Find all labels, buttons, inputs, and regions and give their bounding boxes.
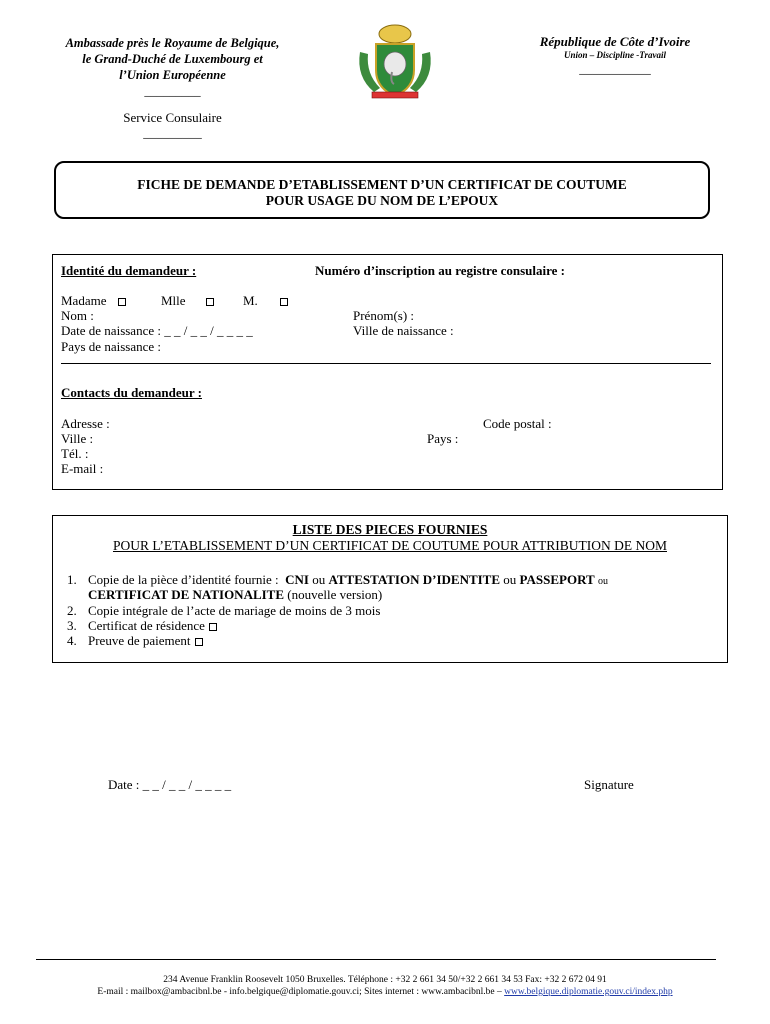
footer-website-link[interactable]: www.belgique.diplomatie.gouv.ci/index.php [504, 987, 673, 997]
contacts-heading: Contacts du demandeur : [61, 385, 202, 400]
dob-field[interactable]: Date de naissance : _ _ / _ _ / _ _ _ _ [61, 323, 253, 338]
item-4-number: 4. [67, 633, 77, 648]
city-field[interactable]: Ville : [61, 431, 94, 446]
republic-header [505, 34, 725, 77]
embassy-rule: _________ [144, 84, 201, 98]
item-2-text: Copie intégrale de l’acte de mariage de moins de 3 mois [88, 603, 381, 618]
item-3-checkbox[interactable] [209, 623, 217, 631]
footer-emails: E-mail : mailbox@ambacibnl.be - info.belgique@diplomatie.gouv.ci; Sites internet : www.ambacibnl.be – [97, 987, 502, 997]
item-1-line-2 [88, 587, 382, 602]
form-title-box [54, 161, 710, 219]
service-label: Service Consulaire [123, 110, 222, 125]
footer-address: 234 Avenue Franklin Roosevelt 1050 Bruxelles. Téléphone : +32 2 661 34 50/+32 2 661 34 53 Fax: +32 2 672 04 91 [163, 975, 607, 985]
footer-divider [36, 959, 716, 960]
mlle-label: Mlle [161, 293, 186, 308]
item-3-text: Certificat de résidence [88, 618, 205, 633]
item-2-number: 2. [67, 603, 77, 618]
item-4-checkbox[interactable] [195, 638, 203, 646]
embassy-line-1: Ambassade près le Royaume de Belgique, [65, 36, 280, 50]
documents-heading-2: POUR L’ETABLISSEMENT D’UN CERTIFICAT DE COUTUME POUR ATTRIBUTION DE NOM [112, 538, 667, 553]
item-1-cni: CNI [285, 572, 309, 587]
date-field[interactable]: Date : _ _ / _ _ / _ _ _ _ [108, 777, 232, 792]
country-field[interactable]: Pays : [427, 431, 459, 446]
madame-box[interactable] [118, 298, 126, 306]
address-field[interactable]: Adresse : [61, 416, 110, 431]
item-4-line[interactable] [88, 633, 203, 648]
prenom-field[interactable]: Prénom(s) : [353, 308, 415, 323]
documents-heading-1: LISTE DES PIECES FOURNIES [292, 522, 488, 537]
item-3-line[interactable] [88, 618, 217, 633]
mlle-box[interactable] [206, 298, 214, 306]
postal-code-field[interactable]: Code postal : [483, 416, 552, 431]
form-title-line-2: POUR USAGE DU NOM DE L’EPOUX [265, 193, 499, 208]
checkbox-madame[interactable] [61, 293, 126, 308]
nom-field[interactable]: Nom : [61, 308, 94, 323]
embassy-line-3: l’Union Européenne [119, 68, 226, 82]
item-1-or-1: ou [312, 572, 326, 587]
documents-list-box [52, 515, 728, 663]
identity-heading: Identité du demandeur : [61, 263, 197, 278]
item-3-number: 3. [67, 618, 77, 633]
republic-rule: ___________ [579, 61, 651, 76]
item-1-note: (nouvelle version) [287, 587, 383, 602]
republic-title: République de Côte d’Ivoire [539, 34, 691, 49]
item-1-attestation: ATTESTATION D’IDENTITE [328, 572, 501, 587]
consular-service [40, 110, 305, 140]
m-label: M. [243, 293, 258, 308]
item-1-passport: PASSEPORT [519, 572, 595, 587]
item-1-number: 1. [67, 572, 77, 587]
email-field[interactable]: E-mail : [61, 461, 104, 476]
section-divider [61, 363, 711, 364]
registry-number-label[interactable]: Numéro d’inscription au registre consulaire : [315, 263, 566, 278]
phone-field[interactable]: Tél. : [61, 446, 89, 461]
item-4-text: Preuve de paiement [88, 633, 191, 648]
item-1-certificate: CERTIFICAT DE NATIONALITE [88, 587, 285, 602]
m-box[interactable] [280, 298, 288, 306]
embassy-header [40, 35, 305, 99]
signature-field[interactable]: Signature [584, 777, 634, 792]
birth-country-field[interactable]: Pays de naissance : [61, 339, 162, 354]
form-title-line-1: FICHE DE DEMANDE D’ETABLISSEMENT D’UN CERTIFICAT DE COUTUME [137, 177, 627, 192]
applicant-info-box [52, 254, 723, 490]
service-rule: _________ [143, 125, 202, 140]
footer-contact [0, 986, 770, 998]
republic-motto: Union – Discipline -Travail [564, 50, 666, 60]
checkbox-mlle[interactable] [161, 293, 214, 308]
item-1-or-3: ou [597, 576, 608, 587]
madame-label: Madame [61, 293, 107, 308]
item-1-or-2: ou [503, 572, 517, 587]
checkbox-m[interactable] [243, 293, 288, 308]
item-1-text: Copie de la pièce d’identité fournie : [88, 572, 279, 587]
birth-city-field[interactable]: Ville de naissance : [353, 323, 454, 338]
embassy-line-2: le Grand-Duché de Luxembourg et [82, 52, 263, 66]
coat-of-arms-emblem [352, 22, 438, 102]
